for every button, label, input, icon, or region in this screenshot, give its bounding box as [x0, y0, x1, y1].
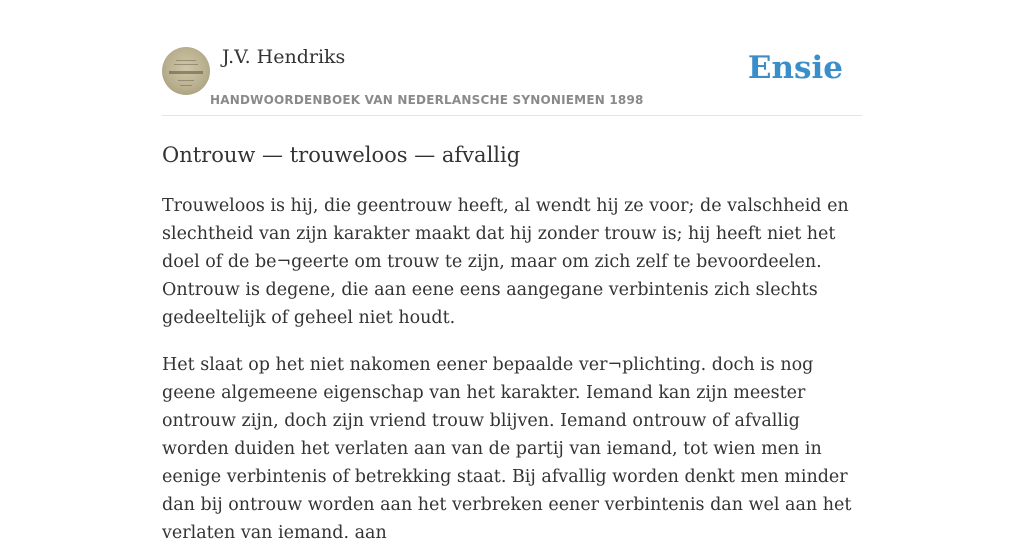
header [162, 0, 862, 116]
author-link[interactable]: J.V. Hendriks [222, 46, 346, 68]
cover-line [176, 60, 196, 61]
cover-line [180, 85, 192, 86]
brand-logo[interactable]: Ensie [747, 50, 843, 86]
cover-line [169, 71, 203, 74]
content-column [162, 0, 862, 547]
cover-line [174, 64, 198, 65]
source-link[interactable]: HANDWOORDENBOEK VAN NEDERLANSCHE SYNONIEMEN 1898 [210, 93, 644, 107]
article-paragraph-2: Het slaat op het niet nakomen eener bepaalde ver¬plichting. doch is nog geene algemeene eigenschap van het karakter. Iemand kan zijn meester ontrouw zijn, doch zijn vriend trouw blijven. Iemand ontrouw of afvallig worden duiden het verlaten aan van de partij van iemand, tot wien men in eenige verbintenis of betrekking staat. Bij afvallig worden denkt men minder dan bij ontrouw worden aan het verbreken eener verbintenis dan wel aan het verlaten van iemand. aan [162, 355, 852, 543]
avatar[interactable] [162, 47, 210, 95]
article-paragraph-1: Trouweloos is hij, die geentrouw heeft, al wendt hij ze voor; de valschheid en slechtheid van zijn karakter maakt dat hij zonder trouw is; hij heeft niet het doel of de be¬geerte om trouw te zijn, maar om zich zelf te bevoordeelen. Ontrouw is degene, die aan eene eens aangegane verbintenis zich slechts gedeeltelijk of geheel niet houdt. [162, 196, 849, 328]
article-title: Ontrouw — trouweloos — afvallig [162, 143, 521, 167]
cover-line [178, 80, 194, 81]
